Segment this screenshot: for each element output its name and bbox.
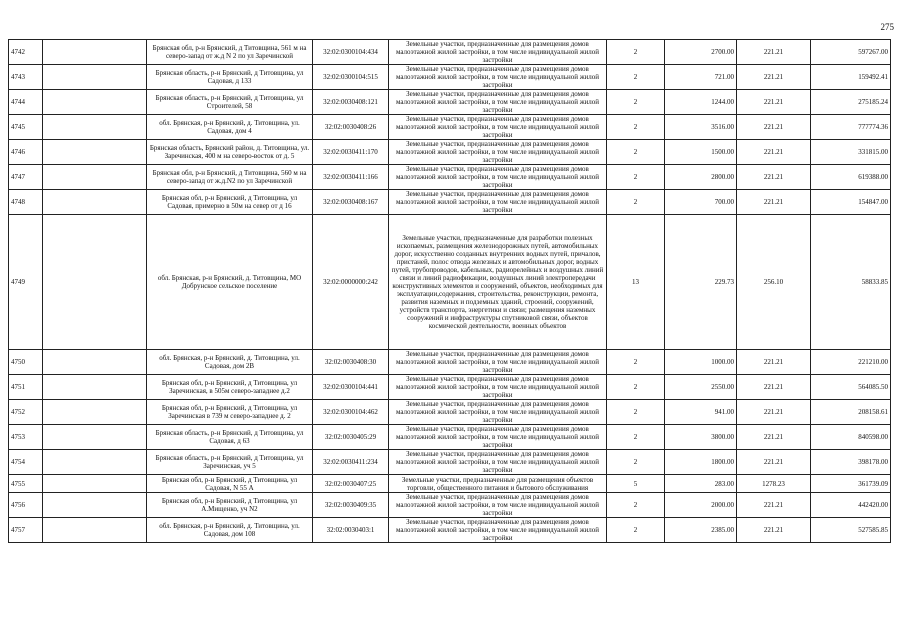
area-cell: 2700.00 <box>665 40 737 65</box>
area-cell: 1000.00 <box>665 350 737 375</box>
record-number: 4749 <box>9 215 43 350</box>
use-group-cell: 13 <box>607 215 665 350</box>
cadastral-number-cell: 32:02:0300104:441 <box>313 375 389 400</box>
address-cell: обл. Брянская, р-н Брянский, д. Титовщина, МО Добрунское сельское поселение <box>147 215 313 350</box>
address-cell: Брянская область, р-н Брянский, д Титовщина, ул Заречинская, уч 5 <box>147 450 313 475</box>
cadastral-number-cell: 32:02:0030405:29 <box>313 425 389 450</box>
cadastral-value-cell: 398178.00 <box>811 450 891 475</box>
cadastral-value-cell: 840598.00 <box>811 425 891 450</box>
record-number: 4747 <box>9 165 43 190</box>
cadastral-value-cell: 159492.41 <box>811 65 891 90</box>
table-row <box>9 493 891 518</box>
address-cell: Брянская область, р-н Брянский, д Титовщина, ул Садовая, д 133 <box>147 65 313 90</box>
record-number: 4745 <box>9 115 43 140</box>
record-number: 4748 <box>9 190 43 215</box>
address-cell: Брянская обл, р-н Брянский, д Титовщина, ул Заречинская, в 505м северо-западнее д.2 <box>147 375 313 400</box>
use-group-cell: 2 <box>607 425 665 450</box>
blank-cell <box>43 165 147 190</box>
specific-value-cell: 221.21 <box>737 90 811 115</box>
address-cell: Брянская область, р-н Брянский, д Титовщина, ул Строителей, 58 <box>147 90 313 115</box>
table-body <box>9 40 891 543</box>
use-group-cell: 2 <box>607 140 665 165</box>
land-use-cell: Земельные участки, предназначенные для разработки полезных ископаемых, размещения железнодорожных путей, автомобильных дорог, искусственно созданных внутренних водных путей, причалов, пристаней, полос отвода железных и автомобильных дорог, водных путей, трубопроводов, кабельных, радиорелейных и воздушных линий связи и линий радиофикации, воздушных линий электропередачи конструктивных элементов и сооружений, объектов, необходимых для эксплуатации,содержания, строительства, реконструкции, ремонта, развития наземных и подземных зданий, строений, сооружений, устройств транспорта, энергетики и связи; размещения наземных сооружений и инфраструктуры спутниковой связи, объектов космической деятельности, военных объектов <box>389 215 607 350</box>
address-cell: Брянская область, р-н Брянский, д Титовщина, ул Садовая, д 63 <box>147 425 313 450</box>
address-cell: Брянская обл, р-н Брянский, д Титовщина, 561 м на северо-запад от ж.д N 2 по ул Заречинской <box>147 40 313 65</box>
blank-cell <box>43 65 147 90</box>
cadastral-number-cell: 32:02:0030411:166 <box>313 165 389 190</box>
specific-value-cell: 221.21 <box>737 400 811 425</box>
table-row <box>9 165 891 190</box>
cadastral-value-cell: 361739.09 <box>811 475 891 493</box>
record-number: 4752 <box>9 400 43 425</box>
specific-value-cell: 221.21 <box>737 375 811 400</box>
specific-value-cell: 221.21 <box>737 350 811 375</box>
table-row <box>9 350 891 375</box>
blank-cell <box>43 425 147 450</box>
address-cell: обл. Брянская, р-н Брянский, д. Титовщина, ул. Садовая, дом 2В <box>147 350 313 375</box>
use-group-cell: 2 <box>607 165 665 190</box>
cadastral-number-cell: 32:02:0300104:462 <box>313 400 389 425</box>
cadastral-value-cell: 208158.61 <box>811 400 891 425</box>
land-use-cell: Земельные участки, предназначенные для размещения домов малоэтажной жилой застройки, в том числе индивидуальной жилой застройки <box>389 450 607 475</box>
cadastral-value-cell: 564085.50 <box>811 375 891 400</box>
cadastral-value-cell: 154847.00 <box>811 190 891 215</box>
cadastral-value-cell: 527585.85 <box>811 518 891 543</box>
land-use-cell: Земельные участки, предназначенные для размещения домов малоэтажной жилой застройки, в том числе индивидуальной жилой застройки <box>389 165 607 190</box>
blank-cell <box>43 40 147 65</box>
blank-cell <box>43 350 147 375</box>
land-use-cell: Земельные участки, предназначенные для размещения домов малоэтажной жилой застройки, в том числе индивидуальной жилой застройки <box>389 140 607 165</box>
cadastral-value-cell: 597267.00 <box>811 40 891 65</box>
specific-value-cell: 221.21 <box>737 493 811 518</box>
table-row <box>9 140 891 165</box>
specific-value-cell: 221.21 <box>737 65 811 90</box>
cadastral-number-cell: 32:02:0030407:25 <box>313 475 389 493</box>
use-group-cell: 2 <box>607 115 665 140</box>
specific-value-cell: 221.21 <box>737 518 811 543</box>
table-row <box>9 115 891 140</box>
record-number: 4746 <box>9 140 43 165</box>
cadastral-number-cell: 32:02:0030408:121 <box>313 90 389 115</box>
land-use-cell: Земельные участки, предназначенные для размещения домов малоэтажной жилой застройки, в том числе индивидуальной жилой застройки <box>389 375 607 400</box>
blank-cell <box>43 400 147 425</box>
land-use-cell: Земельные участки, предназначенные для размещения объектов торговли, общественного питания и бытового обслуживания <box>389 475 607 493</box>
address-cell: Брянская обл, р-н Брянский, д Титовщина, ул Садовая, примерно в 50м на север от д 16 <box>147 190 313 215</box>
specific-value-cell: 221.21 <box>737 190 811 215</box>
use-group-cell: 2 <box>607 375 665 400</box>
specific-value-cell: 221.21 <box>737 165 811 190</box>
use-group-cell: 2 <box>607 518 665 543</box>
blank-cell <box>43 190 147 215</box>
table-row <box>9 190 891 215</box>
land-use-cell: Земельные участки, предназначенные для размещения домов малоэтажной жилой застройки, в том числе индивидуальной жилой застройки <box>389 400 607 425</box>
use-group-cell: 2 <box>607 450 665 475</box>
use-group-cell: 2 <box>607 90 665 115</box>
record-number: 4744 <box>9 90 43 115</box>
area-cell: 1500.00 <box>665 140 737 165</box>
cadastral-number-cell: 32:02:0300104:434 <box>313 40 389 65</box>
table-row <box>9 65 891 90</box>
use-group-cell: 5 <box>607 475 665 493</box>
cadastral-value-cell: 442420.00 <box>811 493 891 518</box>
area-cell: 700.00 <box>665 190 737 215</box>
blank-cell <box>43 215 147 350</box>
cadastral-value-cell: 275185.24 <box>811 90 891 115</box>
land-use-cell: Земельные участки, предназначенные для размещения домов малоэтажной жилой застройки, в том числе индивидуальной жилой застройки <box>389 90 607 115</box>
cadastral-value-cell: 777774.36 <box>811 115 891 140</box>
address-cell: Брянская обл, р-н Брянский, д Титовщина, ул Заречинская в 739 м северо-западнее д. 2 <box>147 400 313 425</box>
address-cell: обл. Брянская, р-н Брянский, д. Титовщина, ул. Садовая, дом 108 <box>147 518 313 543</box>
table-row <box>9 400 891 425</box>
land-use-cell: Земельные участки, предназначенные для размещения домов малоэтажной жилой застройки, в том числе индивидуальной жилой застройки <box>389 40 607 65</box>
blank-cell <box>43 375 147 400</box>
land-use-cell: Земельные участки, предназначенные для размещения домов малоэтажной жилой застройки, в том числе индивидуальной жилой застройки <box>389 190 607 215</box>
cadastral-number-cell: 32:02:0030408:30 <box>313 350 389 375</box>
table-row <box>9 425 891 450</box>
cadastral-number-cell: 32:02:0000000:242 <box>313 215 389 350</box>
use-group-cell: 2 <box>607 40 665 65</box>
record-number: 4750 <box>9 350 43 375</box>
table-row <box>9 215 891 350</box>
blank-cell <box>43 493 147 518</box>
address-cell: Брянская обл, р-н Брянский, д Титовщина, ул А.Мищенко, уч N2 <box>147 493 313 518</box>
use-group-cell: 2 <box>607 400 665 425</box>
area-cell: 2550.00 <box>665 375 737 400</box>
cadastral-number-cell: 32:02:0030408:167 <box>313 190 389 215</box>
cadastral-number-cell: 32:02:0030409:35 <box>313 493 389 518</box>
area-cell: 721.00 <box>665 65 737 90</box>
record-number: 4754 <box>9 450 43 475</box>
land-use-cell: Земельные участки, предназначенные для размещения домов малоэтажной жилой застройки, в том числе индивидуальной жилой застройки <box>389 493 607 518</box>
address-cell: обл. Брянская, р-н Брянский, д. Титовщина, ул. Садовая, дом 4 <box>147 115 313 140</box>
blank-cell <box>43 518 147 543</box>
cadastral-number-cell: 32:02:0300104:515 <box>313 65 389 90</box>
area-cell: 283.00 <box>665 475 737 493</box>
record-number: 4757 <box>9 518 43 543</box>
cadastral-number-cell: 32:02:0030403:1 <box>313 518 389 543</box>
area-cell: 941.00 <box>665 400 737 425</box>
cadastral-number-cell: 32:02:0030411:170 <box>313 140 389 165</box>
use-group-cell: 2 <box>607 350 665 375</box>
table-row <box>9 375 891 400</box>
specific-value-cell: 1278.23 <box>737 475 811 493</box>
blank-cell <box>43 450 147 475</box>
use-group-cell: 2 <box>607 65 665 90</box>
record-number: 4742 <box>9 40 43 65</box>
cadastral-number-cell: 32:02:0030411:234 <box>313 450 389 475</box>
land-use-cell: Земельные участки, предназначенные для размещения домов малоэтажной жилой застройки, в том числе индивидуальной жилой застройки <box>389 65 607 90</box>
cadastral-value-table <box>8 39 891 543</box>
page-number: 275 <box>880 22 894 32</box>
cadastral-value-cell: 619388.00 <box>811 165 891 190</box>
address-cell: Брянская область, Брянский район, д. Титовщина, ул. Заречинская, 400 м на северо-восток от д. 5 <box>147 140 313 165</box>
use-group-cell: 2 <box>607 190 665 215</box>
specific-value-cell: 256.10 <box>737 215 811 350</box>
land-use-cell: Земельные участки, предназначенные для размещения домов малоэтажной жилой застройки, в том числе индивидуальной жилой застройки <box>389 115 607 140</box>
address-cell: Брянская обл, р-н Брянский, д Титовщина, 560 м на северо-запад от ж.д.N2 по ул Заречинской <box>147 165 313 190</box>
cadastral-value-cell: 331815.00 <box>811 140 891 165</box>
land-use-cell: Земельные участки, предназначенные для размещения домов малоэтажной жилой застройки, в том числе индивидуальной жилой застройки <box>389 425 607 450</box>
specific-value-cell: 221.21 <box>737 140 811 165</box>
land-use-cell: Земельные участки, предназначенные для размещения домов малоэтажной жилой застройки, в том числе индивидуальной жилой застройки <box>389 350 607 375</box>
table-row <box>9 450 891 475</box>
specific-value-cell: 221.21 <box>737 450 811 475</box>
blank-cell <box>43 90 147 115</box>
specific-value-cell: 221.21 <box>737 425 811 450</box>
table-row <box>9 40 891 65</box>
area-cell: 3800.00 <box>665 425 737 450</box>
cadastral-value-cell: 221210.00 <box>811 350 891 375</box>
blank-cell <box>43 140 147 165</box>
blank-cell <box>43 115 147 140</box>
table-row <box>9 90 891 115</box>
table-row <box>9 518 891 543</box>
record-number: 4756 <box>9 493 43 518</box>
address-cell: Брянская обл, р-н Брянский, д Титовщина, ул Садовая, N 55 А <box>147 475 313 493</box>
area-cell: 1800.00 <box>665 450 737 475</box>
area-cell: 2385.00 <box>665 518 737 543</box>
land-use-cell: Земельные участки, предназначенные для размещения домов малоэтажной жилой застройки, в том числе индивидуальной жилой застройки <box>389 518 607 543</box>
record-number: 4751 <box>9 375 43 400</box>
cadastral-value-cell: 58833.85 <box>811 215 891 350</box>
area-cell: 2800.00 <box>665 165 737 190</box>
record-number: 4755 <box>9 475 43 493</box>
specific-value-cell: 221.21 <box>737 115 811 140</box>
blank-cell <box>43 475 147 493</box>
cadastral-number-cell: 32:02:0030408:26 <box>313 115 389 140</box>
area-cell: 229.73 <box>665 215 737 350</box>
area-cell: 2000.00 <box>665 493 737 518</box>
record-number: 4753 <box>9 425 43 450</box>
record-number: 4743 <box>9 65 43 90</box>
specific-value-cell: 221.21 <box>737 40 811 65</box>
use-group-cell: 2 <box>607 493 665 518</box>
table-row <box>9 475 891 493</box>
area-cell: 3516.00 <box>665 115 737 140</box>
area-cell: 1244.00 <box>665 90 737 115</box>
